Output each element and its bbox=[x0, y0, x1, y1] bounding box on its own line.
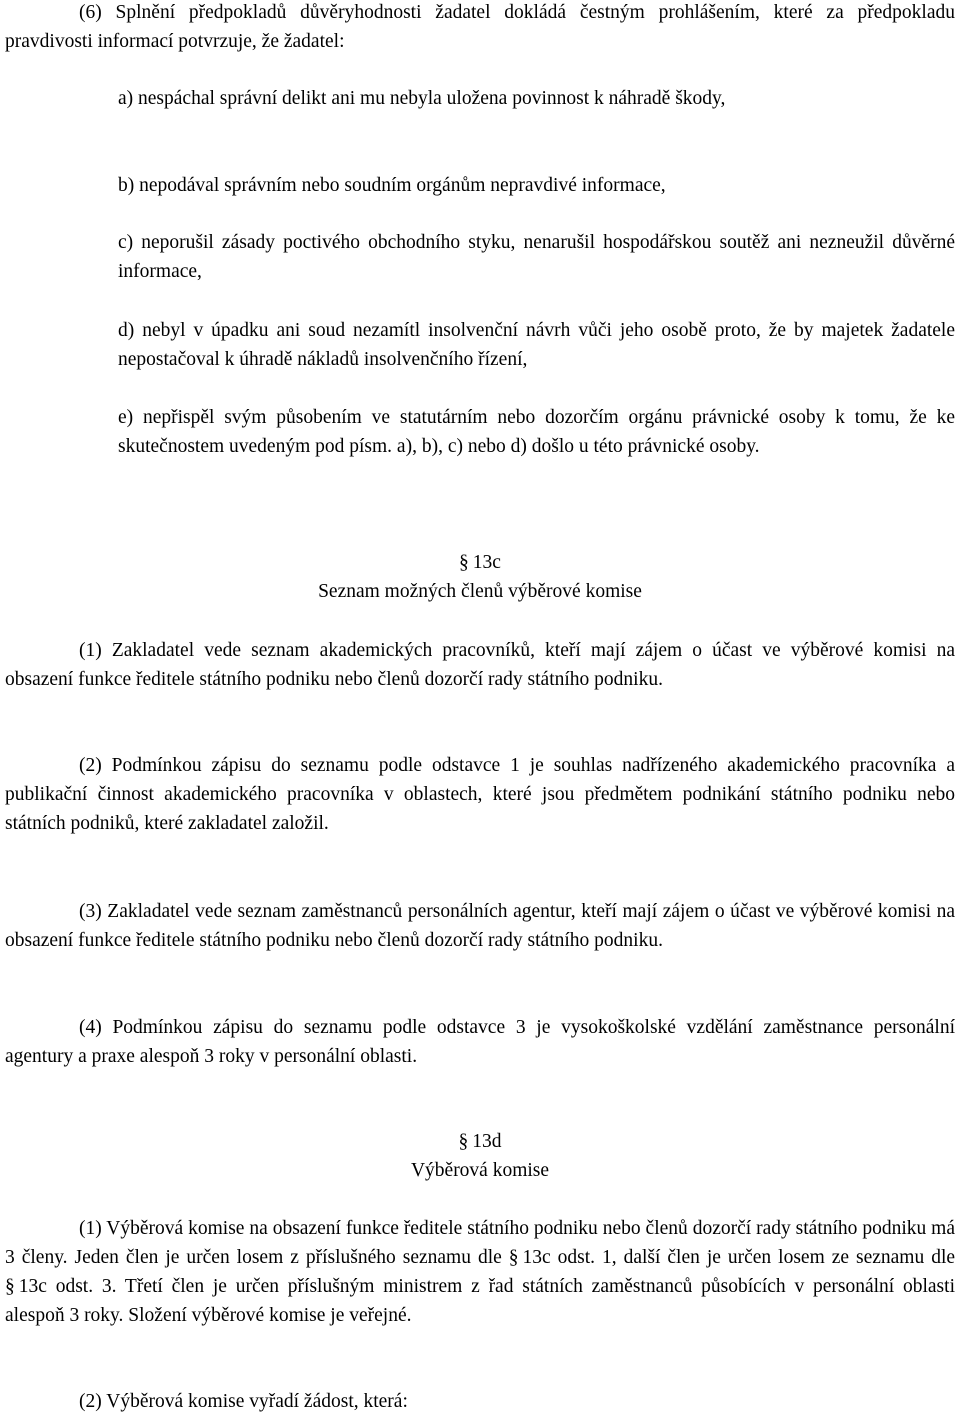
paragraph-13d-1 bbox=[5, 1214, 955, 1330]
paragraph-13c-3: (3) Zakladatel vede seznam zaměstnanců personálních agentur, kteří mají zájem o účast ve výběrové komisi na obsazení funkce ředitele státního podniku nebo členů dozorčí rady státního podniku. bbox=[5, 901, 955, 951]
section-title-13d: Výběrová komise bbox=[410, 1160, 550, 1181]
section-reference-13c-1: § 13c odst. 1, další člen je určen losem ze seznamu dle bbox=[509, 1247, 955, 1268]
paragraph-13c-2: (2) Podmínkou zápisu do seznamu podle odstavce 1 je souhlas nadřízeného akademického pracovníka a publikační činnost akademického pracovníka v oblastech, které jsou předmětem podnikání státního podniku nebo státních podniků, které zakladatel založil. bbox=[5, 755, 955, 834]
paragraph-13d-1-part1: (1) Výběrová komise na obsazení funkce ředitele státního podniku nebo členů dozorčí rady státního podniku má 3 členy. Jeden člen je určen losem z příslušného seznamu dle bbox=[5, 1218, 955, 1268]
section-number-13c: § 13c bbox=[5, 548, 955, 577]
paragraph-13d-2: (2) Výběrová komise vyřadí žádost, která: bbox=[79, 1391, 408, 1412]
section-title-13c: Seznam možných členů výběrové komise bbox=[318, 581, 642, 602]
list-item-d: d) nebyl v úpadku ani soud nezamítl insolvenční návrh vůči jeho osobě proto, že by majetek žadatele nepostačoval k úhradě nákladů insolvenčního řízení, bbox=[118, 320, 955, 370]
paragraph-6: (6) Splnění předpokladů důvěryhodnosti žadatel dokládá čestným prohlášením, které za předpokladu pravdivosti informací potvrzuje, že žadatel: bbox=[5, 2, 955, 52]
paragraph-13c-1: (1) Zakladatel vede seznam akademických pracovníků, kteří mají zájem o účast ve výběrové komisi na obsazení funkce ředitele státního podniku nebo členů dozorčí rady státního podniku. bbox=[5, 640, 955, 690]
section-reference-13c-3: § 13c odst. 3. Třetí člen je určen příslušným ministrem z řad státních zaměstnanců působících v personální oblasti alespoň 3 roky. Složení výběrové komise je veřejné. bbox=[5, 1276, 955, 1326]
list-item-a: a) nespáchal správní delikt ani mu nebyla uložena povinnost k náhradě škody, bbox=[118, 88, 726, 109]
section-number-13d: § 13d bbox=[5, 1127, 955, 1156]
list-item-b: b) nepodával správním nebo soudním orgánům nepravdivé informace, bbox=[118, 175, 666, 196]
paragraph-13c-4: (4) Podmínkou zápisu do seznamu podle odstavce 3 je vysokoškolské vzdělání zaměstnance personální agentury a praxe alespoň 3 roky v personální oblasti. bbox=[5, 1017, 955, 1067]
list-item-e: e) nepřispěl svým působením ve statutárním nebo dozorčím orgánu právnické osoby k tomu, že ke skutečnostem uvedeným pod písm. a), b), c) nebo d) došlo u této právnické osoby. bbox=[118, 407, 955, 457]
list-item-c: c) neporušil zásady poctivého obchodního styku, nenarušil hospodářskou soutěž ani nezneužil důvěrné informace, bbox=[118, 232, 955, 282]
